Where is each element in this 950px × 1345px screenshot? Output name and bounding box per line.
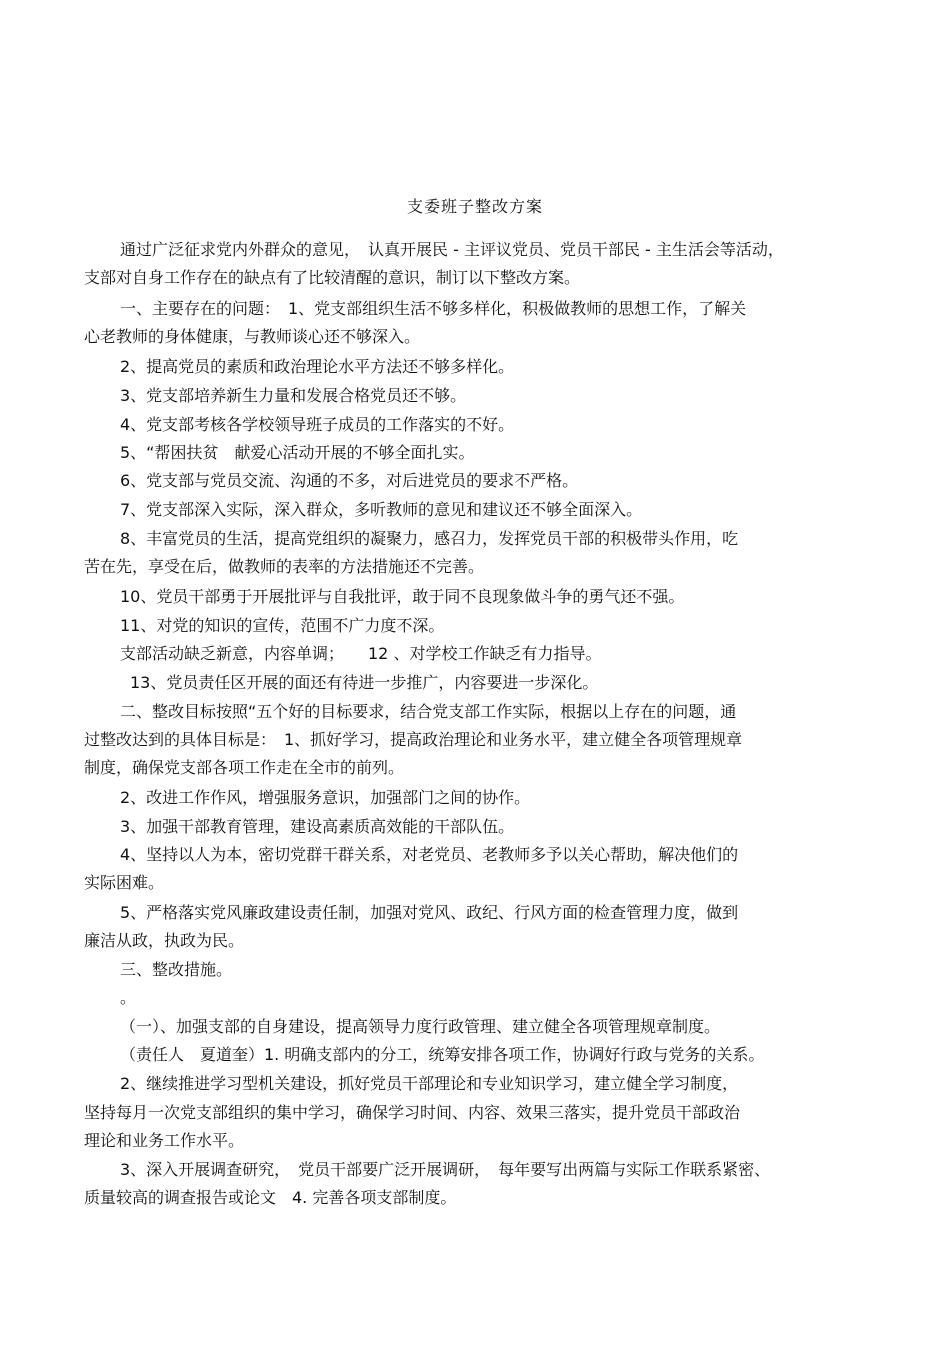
paragraph-line: （一）、加强支部的自身建设，提高领导力度行政管理、建立健全各项管理规章制度。 [120, 1017, 721, 1036]
paragraph-line: 支部对自身工作存在的缺点有了比较清醒的意识，制订以下整改方案。 [84, 268, 581, 287]
paragraph-line: 4、党支部考核各学校领导班子成员的工作落实的不好。 [120, 415, 515, 434]
paragraph-line: 8、丰富党员的生活，提高党组织的凝聚力，感召力，发挥党员干部的积极带头作用，吃 [120, 529, 739, 548]
paragraph-line: 三、整改措施。 [120, 960, 233, 979]
paragraph-line: 心老教师的身体健康，与教师谈心还不够深入。 [84, 327, 421, 346]
paragraph-line: 10、党员干部勇于开展批评与自我批评，敢于同不良现象做斗争的勇气还不强。 [120, 587, 685, 606]
paragraph-line: 7、党支部深入实际，深入群众，多听教师的意见和建议还不够全面深入。 [120, 500, 643, 519]
paragraph-line: 苦在先，享受在后，做教师的表率的方法措施还不完善。 [84, 557, 485, 576]
paragraph-line: 廉洁从政，执政为民。 [84, 931, 245, 950]
paragraph-line: 过整改达到的具体目标是： 1、抓好学习，提高政治理论和业务水平，建立健全各项管理规章 [84, 730, 743, 749]
document-title: 支委班子整改方案 [406, 197, 543, 216]
paragraph-line: 11、对党的知识的宣传，范围不广力度不深。 [120, 616, 445, 635]
paragraph-line: 2、改进工作作风，增强服务意识，加强部门之间的协作。 [120, 788, 531, 807]
paragraph-line: 坚持每月一次党支部组织的集中学习，确保学习时间、内容、效果三落实，提升党员干部政治 [84, 1103, 741, 1122]
paragraph-line: 支部活动缺乏新意，内容单调； 12 、对学校工作缺乏有力指导。 [120, 644, 602, 663]
paragraph-line: 3、加强干部教育管理，建设高素质高效能的干部队伍。 [120, 817, 515, 836]
paragraph-line: 理论和业务工作水平。 [84, 1131, 245, 1150]
paragraph-line: 4、坚持以人为本，密切党群干群关系，对老党员、老教师多予以关心帮助，解决他们的 [120, 845, 739, 864]
paragraph-line: 。 [120, 988, 137, 1007]
paragraph-line: 一、主要存在的问题： 1、党支部组织生活不够多样化，积极做教师的思想工作，了解关 [120, 299, 747, 318]
paragraph-line: 2、继续推进学习型机关建设，抓好党员干部理论和专业知识学习，建立健全学习制度， [120, 1074, 739, 1093]
paragraph-line: （责任人 夏道奎）1. 明确支部内的分工，统筹安排各项工作，协调好行政与党务的关系。 [120, 1045, 765, 1064]
paragraph-line: 6、党支部与党员交流、沟通的不多，对后进党员的要求不严格。 [120, 471, 579, 490]
paragraph-line: 13、党员责任区开展的面还有待进一步推广，内容要进一步深化。 [130, 673, 599, 692]
paragraph-line: 3、党支部培养新生力量和发展合格党员还不够。 [120, 386, 467, 405]
paragraph-line: 质量较高的调查报告或论文 4. 完善各项支部制度。 [84, 1188, 457, 1207]
paragraph-line: 5、严格落实党风廉政建设责任制，加强对党风、政纪、行风方面的检查管理力度，做到 [120, 903, 739, 922]
paragraph-line: 3、深入开展调查研究， 党员干部要广泛开展调研， 每年要写出两篇与实际工作联系紧密、 [120, 1160, 771, 1179]
paragraph-line: 2、提高党员的素质和政治理论水平方法还不够多样化。 [120, 357, 515, 376]
paragraph-line: 通过广泛征求党内外群众的意见， 认真开展民 - 主评议党员、党员干部民 - 主生活会等活动， [120, 240, 784, 259]
paragraph-line: 5、“帮困扶贫 献爱心活动开展的不够全面扎实。 [120, 443, 475, 462]
paragraph-line: 制度，确保党支部各项工作走在全市的前列。 [84, 758, 405, 777]
paragraph-line: 二、整改目标按照“五个好的目标要求，结合党支部工作实际，根据以上存在的问题，通 [120, 702, 737, 721]
paragraph-line: 实际困难。 [84, 873, 165, 892]
